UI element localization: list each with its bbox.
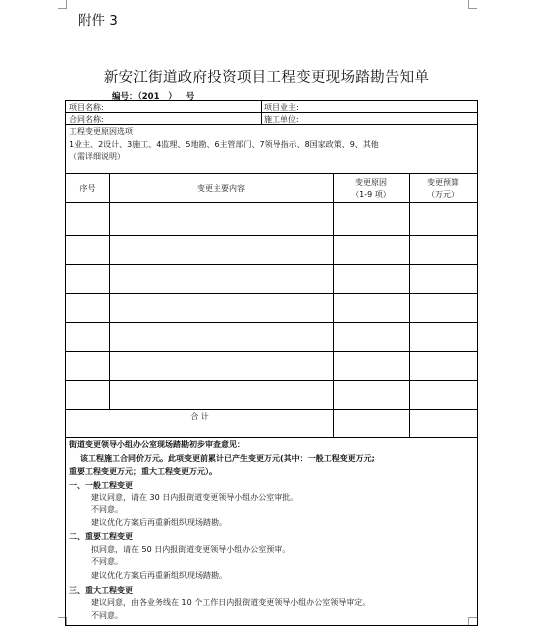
total-row-label: 合 计 xyxy=(190,412,209,421)
section-major-change: 三、重大工程变更 xyxy=(69,586,133,595)
form-table xyxy=(65,100,478,626)
opinion-heading: 街道变更领导小组办公室现场踏勘初步审查意见： xyxy=(69,440,245,449)
general-change-option-disagree: 不同意。 xyxy=(91,505,123,514)
crop-mark-top-right xyxy=(468,0,477,9)
crop-mark-top-left xyxy=(58,0,67,9)
column-header-content: 变更主要内容 xyxy=(197,184,245,193)
section-important-change: 二、重要工程变更 xyxy=(69,532,133,541)
opinion-contract-summary: 该工程施工合同价万元。此项变更前累计已产生变更万元(其中：一般工程变更万元; xyxy=(80,454,375,463)
section-general-change: 一、一般工程变更 xyxy=(69,481,133,490)
important-change-option-optimize: 建议优化方案后再重新组织现场踏勘。 xyxy=(91,571,227,580)
major-change-option-agree: 建议同意，由各业务线在 10 个工作日内报街道变更领导小组办公室领导审定。 xyxy=(91,598,371,607)
opinion-change-summary: 重要工程变更万元；重大工程变更万元）。 xyxy=(69,467,217,476)
document-title: 新安江街道政府投资项目工程变更现场踏勘告知单 xyxy=(103,70,430,86)
change-reasons-options: 1业主、2设计、3施工、4监理、5地勘、6主管部门、7领导指示、8国家政策、9、其他 xyxy=(69,140,379,149)
change-reasons-note: （需详细说明） xyxy=(69,152,125,161)
important-change-option-disagree: 不同意。 xyxy=(91,557,123,566)
change-reasons-title: 工程变更原因选项 xyxy=(69,127,133,136)
column-header-budget-unit: （万元） xyxy=(427,190,459,199)
serial-number: 编号：（201 ） 号 xyxy=(112,92,195,102)
column-header-reason: 变更原因 xyxy=(355,178,387,187)
project-owner-label: 项目业主: xyxy=(264,103,299,112)
column-header-budget: 变更预算 xyxy=(427,178,459,187)
contractor-label: 施工单位: xyxy=(264,115,299,124)
attachment-label: 附件 3 xyxy=(78,13,118,29)
important-change-option-agree: 拟同意，请在 50 日内报街道变更领导小组办公室预审。 xyxy=(91,545,291,554)
general-change-option-agree: 建议同意，请在 30 日内报街道变更领导小组办公室审批。 xyxy=(91,493,299,502)
major-change-option-disagree: 不同意。 xyxy=(91,611,123,620)
project-name-label: 项目名称: xyxy=(69,103,104,112)
contract-name-label: 合同名称: xyxy=(69,115,104,124)
general-change-option-optimize: 建议优化方案后再重新组织现场踏勘。 xyxy=(91,518,227,527)
column-header-reason-range: （1-9 项） xyxy=(351,190,391,199)
column-header-number: 序号 xyxy=(79,184,96,193)
